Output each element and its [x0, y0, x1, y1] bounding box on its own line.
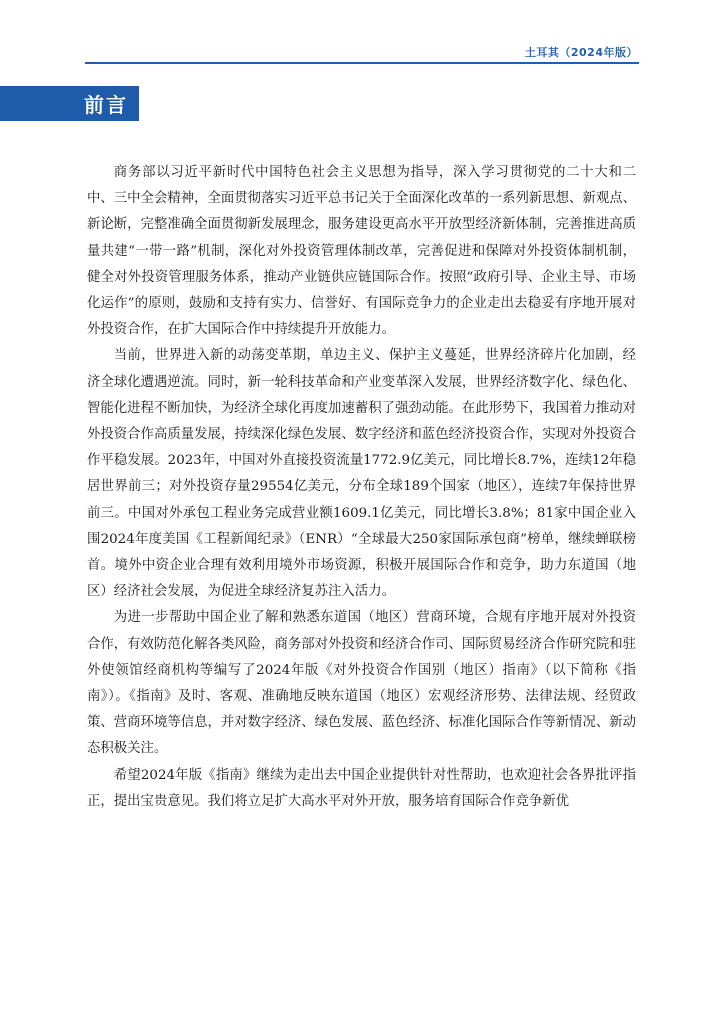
body-text [87, 160, 636, 815]
running-header: 土耳其（2024年版） [524, 46, 638, 59]
paragraph: 希望2024年版《指南》继续为走出去中国企业提供针对性帮助，也欢迎社会各界批评指正，提出宝贵意见。我们将立足扩大高水平对外开放，服务培育国际合作竞争新优 [87, 767, 636, 809]
paragraph: 为进一步帮助中国企业了解和熟悉东道国（地区）营商环境，合规有序地开展对外投资合作，有效防范化解各类风险，商务部对外投资和经济合作司、国际贸易经济合作研究院和驻外使领馆经商机构等编写了2024年版《对外投资合作国别（地区）指南》（以下简称《指南》）。《指南》及时、客观、准确地反映东道国（地区）宏观经济形势、法律法规、经贸政策、营商环境等信息，并对数字经济、绿色发展、蓝色经济、标准化国际合作等新情况、新动态积极关注。 [87, 610, 637, 757]
paragraph: 当前，世界进入新的动荡变革期，单边主义、保护主义蔓延，世界经济碎片化加剧，经济全球化遭遇逆流。同时，新一轮科技革命和产业变革深入发展，世界经济数字化、绿色化、智能化进程不断加快，为经济全球化再度加速蓄积了强劲动能。在此形势下，我国着力推动对外投资合作高质量发展，持续深化绿色发展、数字经济和蓝色经济投资合作，实现对外投资合作平稳发展。2023年，中国对外直接投资流量1772.9亿美元，同比增长8.7%，连续12年稳居世界前三；对外投资存量29554亿美元，分布全球189个国家（地区），连续7年保持世界前三。中国对外承包工程业务完成营业额1609.1亿美元，同比增长3.8%；81家中国企业入围2024年度美国《工程新闻纪录》（ENR）“全球最大250家国际承包商”榜单，继续蝉联榜首。境外中资企业合理有效利用境外市场资源，积极开展国际合作和竞争，助力东道国（地区）经济社会发展，为促进全球经济复苏注入活力。 [87, 348, 637, 600]
paragraph: 商务部以习近平新时代中国特色社会主义思想为指导，深入学习贯彻党的二十大和二中、三中全会精神，全面贯彻落实习近平总书记关于全面深化改革的一系列新思想、新观点、新论断，完整准确全面贯彻新发展理念，服务建设更高水平开放型经济新体制，完善推进高质量共建“一带一路”机制，深化对外投资管理体制改革，完善促进和保障对外投资体制机制，健全对外投资管理服务体系，推动产业链供应链国际合作。按照“政府引导、企业主导、市场化运作”的原则，鼓励和支持有实力、信誉好、有国际竞争力的企业走出去稳妥有序地开展对外投资合作，在扩大国际合作中持续提升开放能力。 [87, 165, 637, 338]
section-banner [0, 86, 139, 121]
header-rule [85, 62, 639, 64]
section-title: 前言 [84, 93, 128, 117]
